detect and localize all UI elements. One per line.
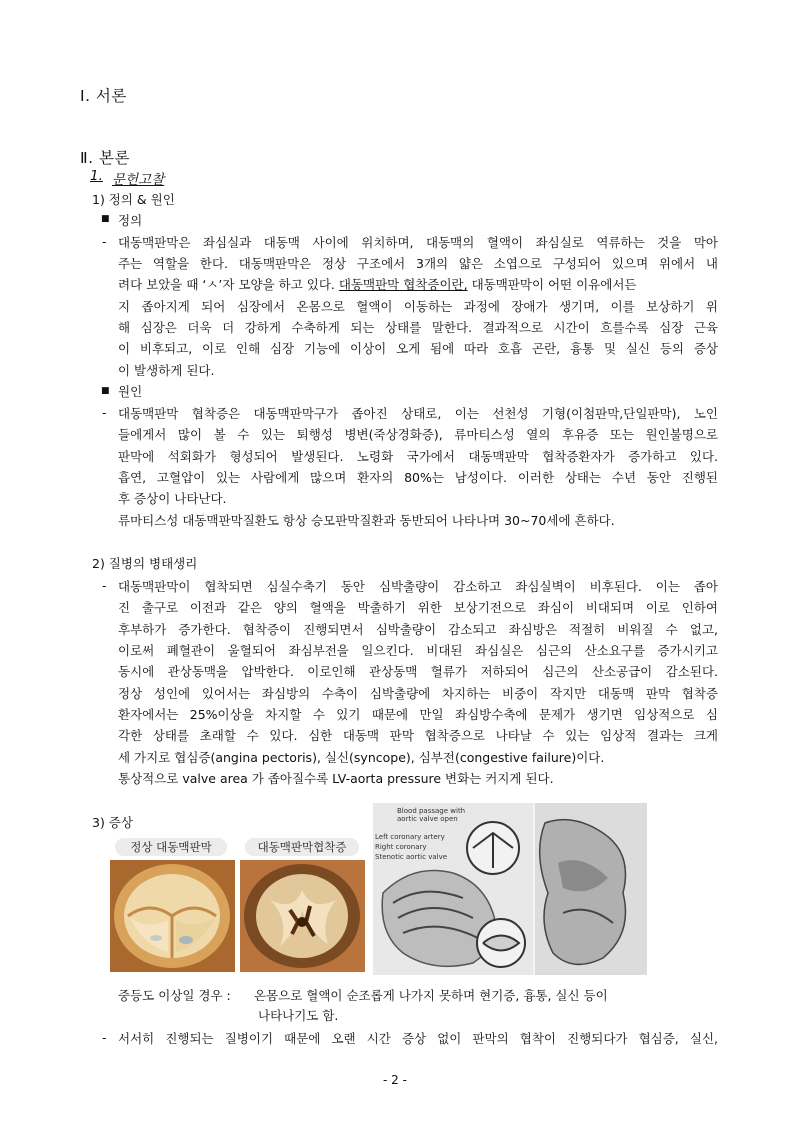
section-title-body: Ⅱ. 본론 xyxy=(80,149,130,167)
subsection-number xyxy=(90,168,103,184)
definition-line: 주는 역할을 한다. 대동맥판막은 정상 구조에서 3개의 얇은 소엽으로 구성되어 있으며 위에서 내 xyxy=(118,256,718,271)
square-bullet-icon: ■ xyxy=(101,386,110,396)
pathophysiology-line: 각한 상태를 초래할 수 있다. 심한 대동맥 판막 협착증으로 나타날 수 있는 임상적 결과는 크게 xyxy=(118,728,718,743)
dash-marker: - xyxy=(102,234,107,249)
dash-marker: - xyxy=(102,578,107,593)
pathophysiology-line: 이로써 폐혈관이 울혈되어 좌심부전을 일으킨다. 비대된 좌심실은 심근의 산소요구를 증가시키고 xyxy=(118,643,718,658)
severity-text-continued: 나타나기도 함. xyxy=(258,1008,339,1023)
severity-label: 중등도 이상일 경우 : xyxy=(118,988,231,1003)
pathophysiology-line: 진 출구로 이전과 같은 양의 혈액을 박출하기 위한 보상기전으로 좌심이 비대되며 이로 인하여 xyxy=(118,600,718,615)
sketch-label: aortic valve open xyxy=(397,815,458,823)
normal-valve-label: 정상 대동맥판막 xyxy=(115,838,227,856)
subsection-title-literature xyxy=(112,168,164,188)
pathophysiology-line: 세 가지로 협심증(angina pectoris), 실신(syncope), 심부전(congestive failure)이다. xyxy=(118,750,605,765)
severity-text: 온몸으로 혈액이 순조롭게 나가지 못하며 현기증, 흉통, 실신 등이 xyxy=(254,988,608,1003)
heading-symptoms: 3) 증상 xyxy=(92,815,133,830)
definition-line xyxy=(118,274,718,295)
subsection-num: 1. xyxy=(90,168,103,184)
stenosis-valve-figure xyxy=(240,836,365,972)
page-number: - 2 - xyxy=(383,1073,407,1087)
definition-underlined-term: 대동맥판막 협착증이란, xyxy=(338,277,468,292)
pathophysiology-line: 환자에서는 25%이상을 차지할 수 있기 때문에 만일 좌심방수축에 문제가 생기면 임상적으로 심 xyxy=(118,707,718,722)
aortic-stenosis-sketch-figure xyxy=(373,803,647,975)
definition-text: 대동맥판막이 어떤 이유에서든 xyxy=(471,277,637,292)
normal-valve-photo xyxy=(110,860,235,972)
cause-line: 흡연, 고혈압이 있는 사람에게 많으며 환자의 80%는 남성이다. 이러한 상태는 수년 동안 진행된 xyxy=(118,470,718,485)
anatomy-sketch-image xyxy=(373,803,647,975)
definition-line: 이 비후되고, 이로 인해 심장 기능에 이상이 오게 됨에 따라 호흡 곤란, 흉통 및 실신 등의 증상 xyxy=(118,341,718,356)
sketch-label: Stenotic aortic valve xyxy=(375,853,448,861)
normal-aortic-valve-figure xyxy=(110,836,235,972)
heading-pathophysiology: 2) 질병의 병태생리 xyxy=(92,556,198,571)
cause-line: 후 증상이 나타난다. xyxy=(118,491,227,506)
pathophysiology-line: 통상적으로 valve area 가 좁아질수록 LV-aorta pressure 변화는 커지게 된다. xyxy=(118,771,554,786)
dash-marker: - xyxy=(102,1030,107,1045)
cause-line: 류마티스성 대동맥판막질환도 항상 승모판막질환과 동반되어 나타나며 30~70세에 흔하다. xyxy=(118,513,615,528)
dash-marker: - xyxy=(102,405,107,420)
heading-definition-cause: 1) 정의 & 원인 xyxy=(92,192,175,207)
sketch-label: Blood passage with xyxy=(397,807,466,815)
stenosis-valve-label: 대동맥판막협착증 xyxy=(245,838,359,856)
pathophysiology-line: 후부하가 증가한다. 협착증이 진행되면서 심박출량이 감소되고 좌심방은 적절히 비워질 수 없고, xyxy=(118,622,718,637)
section-title-intro: Ⅰ. 서론 xyxy=(80,87,127,105)
definition-line: 이 발생하게 된다. xyxy=(118,363,215,378)
cause-line: 대동맥판막 협착증은 대동맥판막구가 좁아진 상태로, 이는 선천성 기형(이첨판막,단일판막), 노인 xyxy=(118,406,718,421)
bullet-label-definition: 정의 xyxy=(118,213,143,228)
symptom-line: 서서히 진행되는 질병이기 때문에 오랜 시간 증상 없이 판막의 협착이 진행되다가 협심증, 실신, xyxy=(118,1031,718,1046)
cause-line: 들에게서 많이 볼 수 있는 퇴행성 병변(죽상경화증), 류마티스성 열의 후유증 또는 원인불명으로 xyxy=(118,427,718,442)
sketch-label: Left coronary artery xyxy=(375,833,445,841)
stenosis-valve-photo xyxy=(240,860,365,972)
square-bullet-icon: ■ xyxy=(101,214,110,224)
bullet-label-cause: 원인 xyxy=(118,384,143,399)
pathophysiology-line: 대동맥판막이 협착되면 심실수축기 동안 심박출량이 감소하고 좌심실벽이 비후된다. 이는 좁아 xyxy=(118,579,718,594)
sketch-label: Right coronary xyxy=(375,843,427,851)
definition-line: 해 심장은 더욱 더 강하게 수축하게 되는 상태를 말한다. 결과적으로 시간이 흐를수록 심장 근육 xyxy=(118,320,718,335)
pathophysiology-line: 정상 성인에 있어서는 좌심방의 수축이 심박출량에 차지하는 비중이 작지만 대동맥 판막 협착증 xyxy=(118,686,718,701)
definition-line: 대동맥판막은 좌심실과 대동맥 사이에 위치하며, 대동맥의 혈액이 좌심실로 역류하는 것을 막아 xyxy=(118,235,718,250)
definition-line: 지 좁아지게 되어 심장에서 온몸으로 혈액이 이동하는 과정에 장애가 생기며, 이를 보상하기 위 xyxy=(118,299,718,314)
cause-line: 판막에 석회화가 형성되어 발생된다. 노령화 국가에서 대동맥판막 협착증환자가 증가하고 있다. xyxy=(118,449,718,464)
definition-text: 려다 보았을 때 ‘ㅅ’자 모양을 하고 있다. xyxy=(118,277,335,292)
subsection-title-text: 문헌고찰 xyxy=(112,172,165,188)
pathophysiology-line: 동시에 관상동맥을 압박한다. 이로인해 관상동맥 혈류가 저하되어 심근의 산소공급이 감소된다. xyxy=(118,664,718,679)
